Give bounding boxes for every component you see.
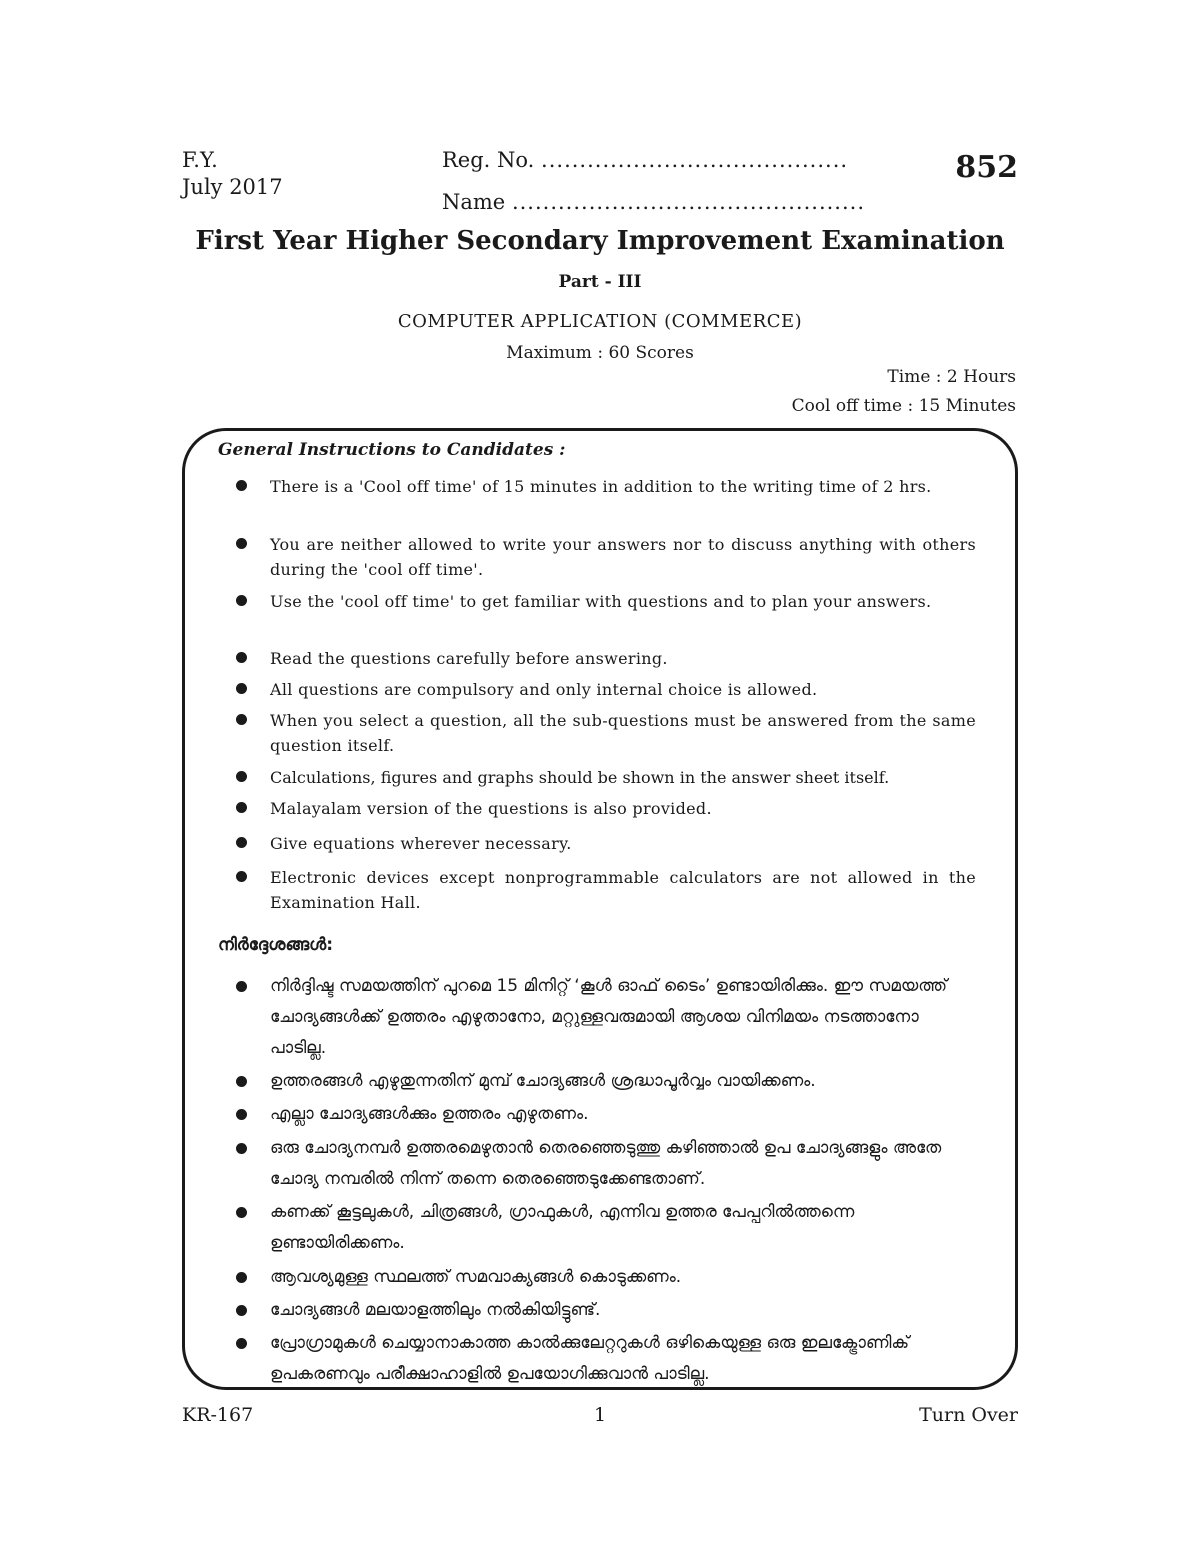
cool-off-time: Cool off time : 15 Minutes bbox=[791, 396, 1016, 416]
instruction-item bbox=[236, 474, 976, 499]
bullet-icon bbox=[236, 802, 247, 813]
bullet-icon bbox=[236, 1207, 247, 1218]
malayalam-text: കണക്ക് കൂട്ടലുകൾ, ചിത്രങ്ങൾ, ഗ്രാഫുകൾ, എന്നിവ ഉത്തര പേപ്പറിൽത്തന്നെ ഉണ്ടായിരിക്കണം. bbox=[270, 1202, 855, 1253]
malayalam-heading: നിർദ്ദേശങ്ങൾ: bbox=[218, 935, 334, 955]
instruction-item bbox=[236, 646, 976, 671]
instruction-text: Calculations, figures and graphs should be shown in the answer sheet itself. bbox=[270, 768, 890, 787]
malayalam-item bbox=[236, 1295, 976, 1326]
malayalam-text: ഉത്തരങ്ങൾ എഴുതുന്നതിന് മുമ്പ് ചോദ്യങ്ങൾ ശ്രദ്ധാപൂർവ്വം വായിക്കണം. bbox=[270, 1071, 816, 1091]
page-number: 1 bbox=[593, 1404, 607, 1426]
malayalam-item bbox=[236, 1066, 976, 1097]
instruction-text: Use the 'cool off time' to get familiar with questions and to plan your answers. bbox=[270, 592, 932, 611]
name-field bbox=[442, 190, 865, 214]
instructions-heading: General Instructions to Candidates : bbox=[218, 440, 566, 460]
name-label: Name bbox=[442, 190, 506, 214]
bullet-icon bbox=[236, 1109, 247, 1120]
instruction-item bbox=[236, 765, 976, 790]
instruction-text: You are neither allowed to write your answers nor to discuss anything with others during the 'cool off time'. bbox=[270, 535, 976, 579]
bullet-icon bbox=[236, 1272, 247, 1283]
malayalam-item bbox=[236, 1133, 976, 1195]
fy-label: F.Y. bbox=[182, 148, 218, 172]
instruction-text: All questions are compulsory and only internal choice is allowed. bbox=[270, 680, 818, 699]
bullet-icon bbox=[236, 1305, 247, 1316]
malayalam-text: ചോദ്യങ്ങൾ മലയാളത്തിലും നൽകിയിട്ടുണ്ട്. bbox=[270, 1300, 601, 1320]
exam-month: July 2017 bbox=[182, 175, 283, 199]
max-scores: Maximum : 60 Scores bbox=[506, 343, 694, 363]
bullet-icon bbox=[236, 595, 247, 606]
bullet-icon bbox=[236, 1076, 247, 1087]
malayalam-text: എല്ലാ ചോദ്യങ്ങൾക്കും ഉത്തരം എഴുതണം. bbox=[270, 1104, 589, 1124]
malayalam-text: ആവശ്യമുള്ള സ്ഥലത്ത് സമവാക്യങ്ങൾ കൊടുക്കണം. bbox=[270, 1267, 682, 1287]
reg-no-dots: ........................................ bbox=[541, 148, 849, 172]
footer-code: KR-167 bbox=[182, 1404, 254, 1426]
bullet-icon bbox=[236, 714, 247, 725]
malayalam-item bbox=[236, 1262, 976, 1293]
bullet-icon bbox=[236, 480, 247, 491]
reg-no-field bbox=[442, 148, 848, 172]
bullet-icon bbox=[236, 683, 247, 694]
bullet-icon bbox=[236, 871, 247, 882]
malayalam-text: പ്രോഗ്രാമുകൾ ചെയ്യാനാകാത്ത കാൽക്കുലേറ്ററുകൾ ഒഴികെയുള്ള ഒരു ഇലക്ട്രോണിക് ഉപകരണവും പരീക്ഷാഹാളിൽ ഉപയോഗിക്കുവാൻ പാടില്ല. bbox=[270, 1333, 910, 1384]
instruction-text: Read the questions carefully before answering. bbox=[270, 649, 668, 668]
instruction-text: Electronic devices except nonprogrammable calculators are not allowed in the Examination Hall. bbox=[270, 868, 976, 912]
exam-subject: COMPUTER APPLICATION (COMMERCE) bbox=[397, 311, 803, 332]
exam-title: First Year Higher Secondary Improvement Examination bbox=[195, 226, 1005, 256]
malayalam-text: ഒരു ചോദ്യനമ്പർ ഉത്തരമെഴുതാൻ തെരഞ്ഞെടുത്തു കഴിഞ്ഞാൽ ഉപ ചോദ്യങ്ങളും അതേ ചോദ്യ നമ്പരിൽ നിന്ന് തന്നെ തെരഞ്ഞെടുക്കേണ്ടതാണ്. bbox=[270, 1138, 942, 1189]
instruction-text: There is a 'Cool off time' of 15 minutes in addition to the writing time of 2 hrs. bbox=[270, 477, 932, 496]
instruction-item bbox=[236, 532, 976, 582]
bullet-icon bbox=[236, 1338, 247, 1349]
bullet-icon bbox=[236, 771, 247, 782]
instruction-item bbox=[236, 796, 976, 821]
turn-over-label: Turn Over bbox=[919, 1404, 1018, 1426]
instruction-text: When you select a question, all the sub-questions must be answered from the same question itself. bbox=[270, 711, 976, 755]
instruction-item bbox=[236, 831, 976, 856]
instruction-text: Malayalam version of the questions is also provided. bbox=[270, 799, 712, 818]
bullet-icon bbox=[236, 1143, 247, 1154]
malayalam-item bbox=[236, 1197, 976, 1259]
instruction-item bbox=[236, 677, 976, 702]
instruction-item bbox=[236, 708, 976, 758]
paper-code: 852 bbox=[955, 150, 1018, 185]
exam-part: Part - III bbox=[558, 272, 642, 292]
instruction-text: Give equations wherever necessary. bbox=[270, 834, 572, 853]
instruction-item bbox=[236, 589, 976, 614]
malayalam-item bbox=[236, 1328, 976, 1390]
bullet-icon bbox=[236, 837, 247, 848]
name-dots: .............................................. bbox=[511, 190, 866, 214]
bullet-icon bbox=[236, 652, 247, 663]
reg-no-label: Reg. No. bbox=[442, 148, 535, 172]
malayalam-text: നിർദ്ദിഷ്ട സമയത്തിന് പുറമെ 15 മിനിറ്റ് ‘കൂൾ ഓഫ് ടൈം’ ഉണ്ടായിരിക്കും. ഈ സമയത്ത് ചോദ്യങ്ങൾക്ക് ഉത്തരം എഴുതാനോ, മറ്റുള്ളവരുമായി ആശയ വിനിമയം നടത്താനോ പാടില്ല. bbox=[270, 976, 948, 1058]
malayalam-item bbox=[236, 1099, 976, 1130]
bullet-icon bbox=[236, 538, 247, 549]
instruction-item bbox=[236, 865, 976, 915]
exam-time: Time : 2 Hours bbox=[887, 367, 1016, 387]
bullet-icon bbox=[236, 981, 247, 992]
malayalam-item bbox=[236, 971, 976, 1064]
